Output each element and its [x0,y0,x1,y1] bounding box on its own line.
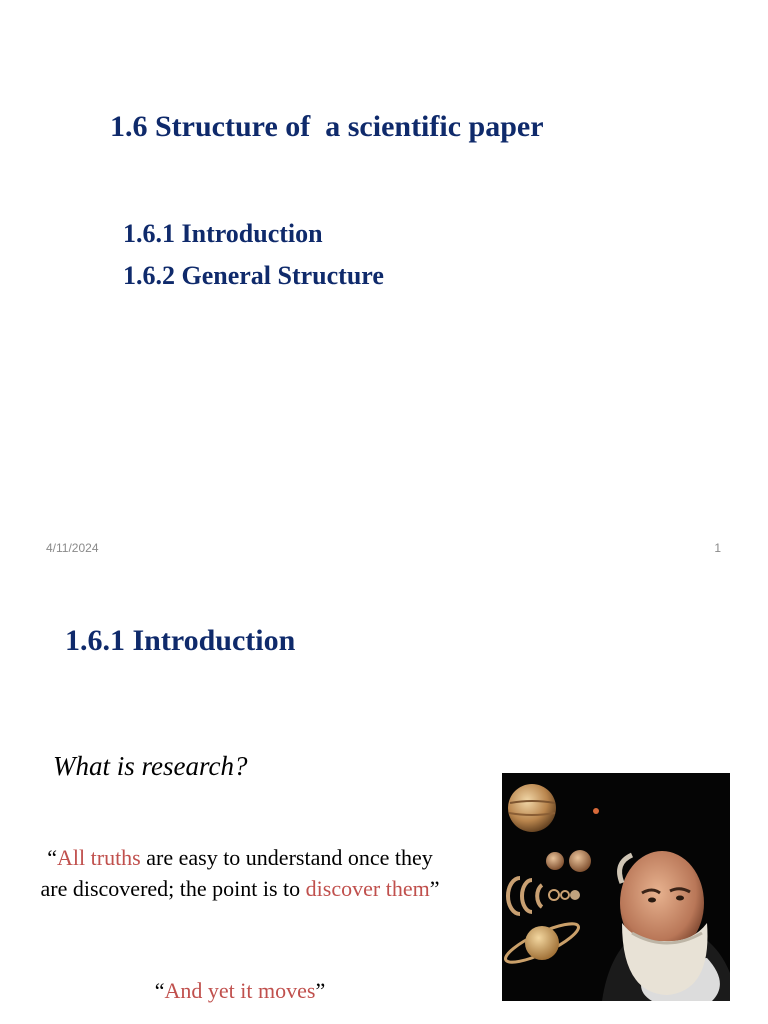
quote-body: are easy to understand once they are discovered; the point is to [40,845,433,901]
quote-close-mark: ” [315,978,326,1003]
quote-moves [40,978,440,1004]
slide-2 [0,576,768,1024]
quote-truths [40,842,440,904]
quote-close-mark: ” [429,876,440,901]
slide-title: 1.6.1 Introduction [65,624,296,657]
research-question: What is research? [53,751,248,781]
galileo-portrait-image [502,773,730,1001]
slide-title: 1.6 Structure of a scientific paper [110,110,544,143]
section-item-introduction: 1.6.1 Introduction [123,219,323,248]
section-list [123,215,384,299]
section-item-general-structure: 1.6.2 General Structure [123,261,384,290]
quote-open-mark: “ [47,845,58,870]
page-number: 1 [714,541,721,555]
quote-highlight-discover-them: discover them [305,876,430,901]
quote-highlight-all-truths: All truths [57,845,141,870]
quote-highlight-and-yet-it-moves: And yet it moves [164,978,316,1003]
quote-open-mark: “ [154,978,165,1003]
footer-date: 4/11/2024 [46,541,99,555]
